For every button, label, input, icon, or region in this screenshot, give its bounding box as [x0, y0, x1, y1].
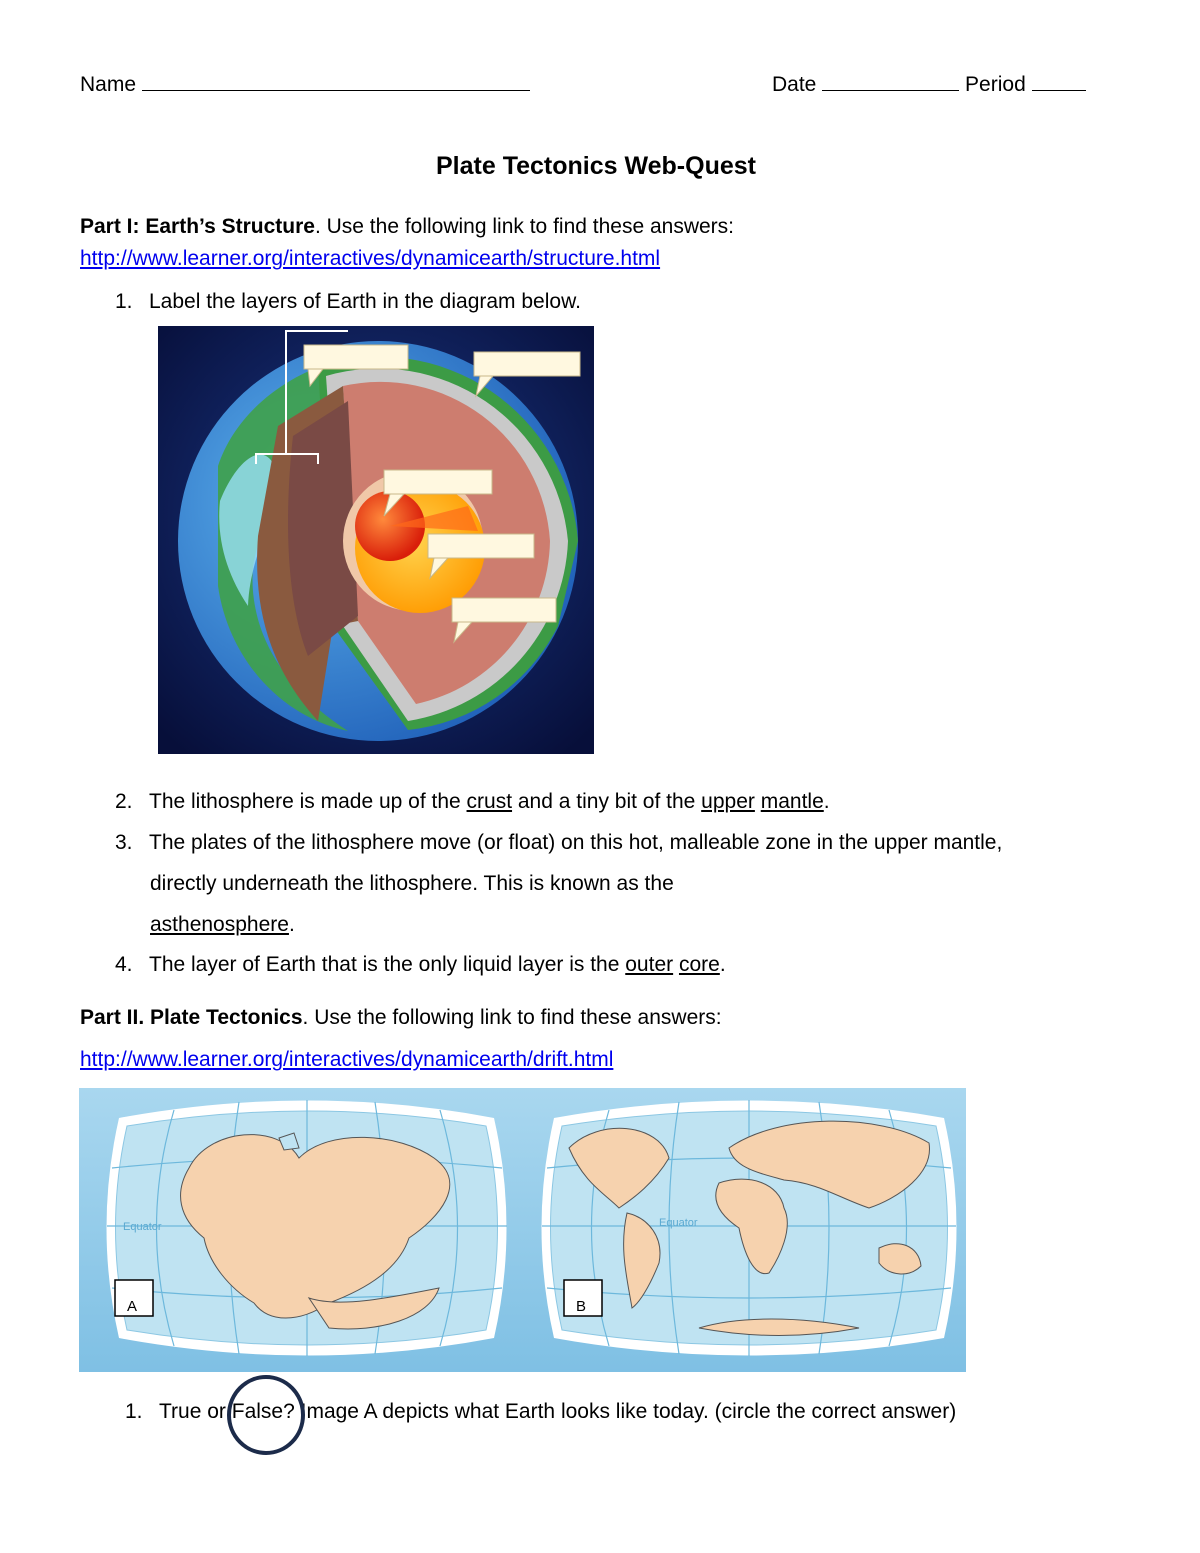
answer-false[interactable]: False	[231, 1400, 284, 1423]
answer-core: core	[678, 953, 720, 976]
period-label: Period	[965, 73, 1026, 96]
p1-q3-line1: The plates of the lithosphere move (or float) on this hot, malleable zone in the upper mantle,	[149, 831, 1003, 854]
map-b	[542, 1100, 957, 1356]
p1-q2-number: 2.	[115, 790, 133, 813]
date-period-field[interactable]	[772, 72, 1086, 97]
answer-upper: upper	[701, 790, 755, 813]
part1-heading: Part I: Earth’s Structure	[80, 215, 315, 238]
page-title: Plate Tectonics Web-Quest	[436, 152, 756, 180]
p1-q3-post: .	[288, 913, 295, 936]
map-a-equator-label: Equator	[123, 1221, 162, 1233]
period-blank[interactable]	[1032, 72, 1086, 91]
p1-q1-number: 1.	[115, 290, 133, 313]
map-a-label: A	[127, 1298, 138, 1315]
p1-question-3	[115, 831, 1002, 855]
p1-q2-post: .	[823, 790, 830, 813]
part1-link[interactable]: http://www.learner.org/interactives/dynamicearth/structure.html	[80, 247, 661, 270]
map-b-label: B	[576, 1298, 587, 1315]
part2-instruction: . Use the following link to find these answers:	[302, 1006, 722, 1029]
p1-q2-pre: The lithosphere is made up of the	[149, 790, 467, 813]
p1-question-1	[115, 290, 581, 314]
p1-q3-line2: directly underneath the lithosphere. This is known as the	[150, 872, 674, 895]
answer-mantle: mantle	[760, 790, 824, 813]
p2-q1-number: 1.	[125, 1400, 143, 1423]
p1-q3-number: 3.	[115, 831, 133, 854]
date-label: Date	[772, 73, 817, 96]
answer-circle	[224, 1372, 308, 1458]
map-b-equator-label: Equator	[659, 1217, 698, 1229]
part1-heading-line	[80, 215, 734, 239]
name-blank[interactable]	[142, 72, 530, 91]
map-a	[107, 1100, 508, 1356]
p2-q1-pre: True or	[159, 1400, 232, 1423]
p1-q4-number: 4.	[115, 953, 133, 976]
answer-outer: outer	[625, 953, 674, 976]
p1-q4-pre: The layer of Earth that is the only liquid layer is the	[149, 953, 626, 976]
p1-q3-answer-line	[150, 913, 295, 937]
p1-question-4	[115, 953, 726, 977]
answer-asthenosphere: asthenosphere	[150, 913, 289, 936]
earth-layers-diagram	[158, 326, 594, 754]
answer-crust: crust	[466, 790, 513, 813]
name-label: Name	[80, 73, 137, 96]
p1-q4-post: .	[719, 953, 726, 976]
part2-link[interactable]: http://www.learner.org/interactives/dynamicearth/drift.html	[80, 1048, 614, 1071]
continental-drift-maps	[79, 1088, 966, 1372]
part1-instruction: . Use the following link to find these answers:	[314, 215, 734, 238]
p1-question-2	[115, 790, 830, 814]
p1-q2-mid: and a tiny bit of the	[512, 790, 702, 813]
part2-heading-line	[80, 1006, 722, 1030]
p2-q1-post: ? Image A depicts what Earth looks like today. (circle the correct answer)	[283, 1400, 957, 1423]
date-blank[interactable]	[822, 72, 959, 91]
part2-heading: Part II. Plate Tectonics	[80, 1006, 303, 1029]
name-field[interactable]	[80, 72, 530, 97]
p1-q1-text: Label the layers of Earth in the diagram below.	[149, 290, 581, 313]
